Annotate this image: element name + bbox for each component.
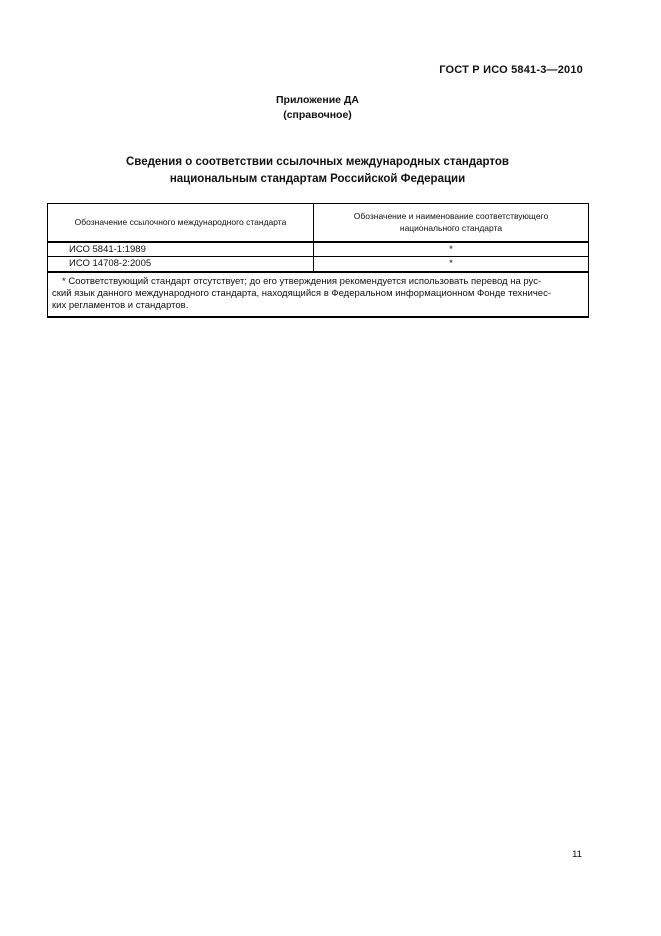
- national-standard-cell: *: [314, 242, 589, 257]
- table-footnote-row: [48, 272, 589, 317]
- column-header-reference-standard: Обозначение ссылочного международного стандарта: [48, 204, 314, 242]
- page-number: 11: [572, 849, 582, 860]
- footnote-line: ский язык данного международного стандарта, находящийся в Федеральном информационном Фонде техничес-: [52, 287, 551, 299]
- reference-standard-cell: ИСО 5841-1:1989: [48, 242, 314, 257]
- page-title: [47, 154, 588, 187]
- national-standard-cell: *: [314, 257, 589, 272]
- page-title-line-2: национальным стандартам Российской Федерации: [169, 172, 466, 185]
- appendix-subtitle: (справочное): [283, 109, 352, 121]
- footnote-line: ких регламентов и стандартов.: [52, 299, 189, 311]
- table-footnote: [48, 272, 589, 317]
- correspondence-table: [47, 203, 589, 318]
- table-row: [48, 257, 589, 272]
- table-row: [48, 242, 589, 257]
- table-header-row: [48, 204, 589, 242]
- appendix-label: Приложение ДА: [276, 94, 359, 106]
- standard-code-header: ГОСТ Р ИСО 5841-3—2010: [439, 64, 583, 76]
- footnote-line: * Соответствующий стандарт отсутствует; до его утверждения рекомендуется использовать перевод на рус-: [62, 275, 542, 287]
- appendix-heading: [47, 93, 588, 123]
- reference-standard-cell: ИСО 14708-2:2005: [48, 257, 314, 272]
- page-title-line-1: Сведения о соответствии ссылочных международных стандартов: [125, 156, 509, 168]
- column-header-national-standard: Обозначение и наименование соответствующего национального стандарта: [314, 204, 589, 242]
- table-container: [47, 203, 588, 318]
